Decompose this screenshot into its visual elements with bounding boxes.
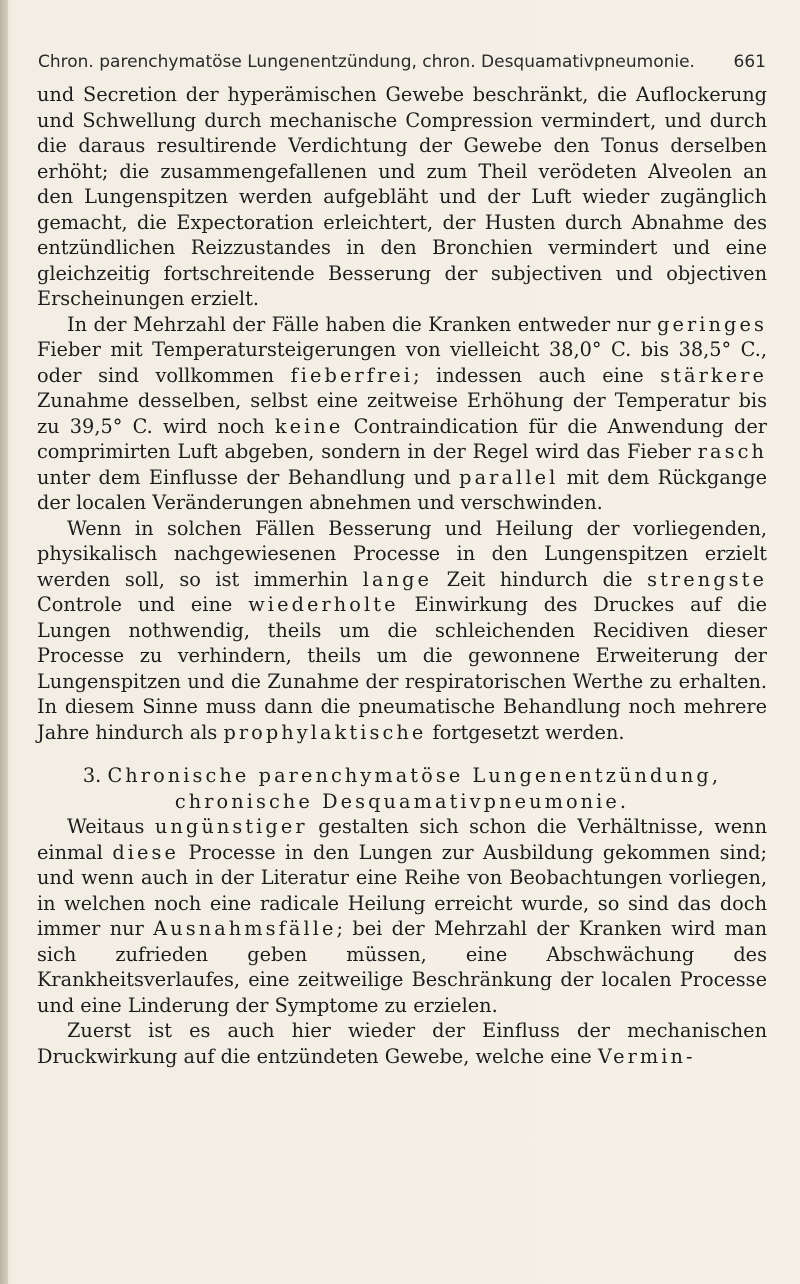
text-run: fortgesetzt werden. (432, 720, 625, 744)
text-run: Zeit hindurch die (446, 567, 633, 591)
spaced-emphasis: prophylaktische (223, 720, 427, 744)
spaced-emphasis: diese (112, 840, 180, 864)
text-run: Einwirkung des Druckes auf die Lungen nothwendig, theils um die schleichenden Recidiven dieser Processe zu verhindern, theils um die gewonnene Erweiterung der Lungenspitzen und die Zunahme der respiratorischen Werthe zu erhalten. In diesem Sinne muss dann die pneumatische Behandlung noch mehrere Jahre hindurch als (37, 593, 767, 744)
spaced-emphasis: parallel (459, 465, 559, 489)
text-run: Contraindication für die Anwendung der comprimirten Luft abgeben, sondern in der Regel wird das Fieber (37, 414, 767, 463)
text-run: mit dem Rückgange der localen Veränderungen abnehmen und verschwinden. (37, 465, 768, 514)
paragraph-1 (37, 82, 767, 312)
spaced-emphasis: geringes (657, 312, 767, 336)
paragraph-4 (37, 814, 767, 1018)
text-run: Processe in den Lungen zur Ausbildung gekommen sind; und wenn auch in der Literatur eine Reihe von Beobachtungen vorliegen, in welchen noch eine radicale Heilung erreicht wurde, so sind das doch immer nur (37, 840, 767, 940)
body-text (37, 82, 767, 1069)
section-number: 3. (82, 764, 102, 787)
text-run: ; bei der Mehrzahl der Kranken wird man sich zufrieden geben müssen, eine Abschwächung des Krankheitsverlaufes, eine zeitweilige Beschränkung der localen Processe und eine Linderung der Symptome zu erzielen. (37, 917, 767, 1017)
text-run: Zunahme desselben, selbst eine zeitweise Erhöhung der Temperatur bis zu 39,5° C. wird noch (37, 389, 767, 438)
text-run: In der Mehrzahl der Fälle haben die Kranken entweder nur (67, 312, 651, 336)
spaced-emphasis: wiederholte (248, 593, 399, 616)
section-heading (37, 763, 767, 814)
text-run: Fieber mit Temperatursteigerungen von vielleicht 38,0° C. bis 38,5° C., oder sind vollkommen (37, 338, 767, 387)
section-heading-line-1 (37, 763, 767, 789)
spaced-emphasis: strengste (647, 567, 767, 591)
text-run: ; indessen auch eine (413, 363, 644, 387)
spaced-emphasis: Vermin- (597, 1044, 696, 1068)
paragraph-3 (37, 516, 767, 746)
text-run: Zuerst ist es auch hier wieder der Einfluss der mechanischen Druckwirkung auf die entzündeten Gewebe, welche eine (37, 1019, 767, 1068)
text-run: Weitaus (67, 815, 145, 838)
spaced-emphasis: lange (362, 567, 433, 591)
paragraph-5 (37, 1018, 767, 1069)
section-title-line-2: chronische Desquamativpneumonie. (174, 789, 630, 813)
paragraph-1-text: und Secretion der hyperämischen Gewebe beschränkt, die Auflockerung und Schwellung durch mechanische Compression vermindert, und durch die daraus resultirende Verdichtung der Gewebe den Tonus derselben erhöht; die zusammengefallenen und zum Theil verödeten Alveolen an den Lungenspitzen werden aufgebläht und der Luft wieder zugänglich gemacht, die Expectoration erleichtert, der Husten durch Abnahme des entzündlichen Reizzustandes in den Bronchien vermindert und eine gleichzeitig fortschreitende Besserung der subjectiven und objectiven Erscheinungen erzielt. (37, 83, 767, 310)
paragraph-2 (37, 312, 767, 516)
section-title-line-1: Chronische parenchymatöse Lungenentzündung, (107, 764, 722, 787)
page-number: 661 (733, 52, 766, 72)
spaced-emphasis: rasch (697, 440, 767, 463)
spaced-emphasis: ungünstiger (154, 815, 308, 838)
text-run: Wenn in solchen Fällen Besserung und Heilung der vorliegenden, physikalisch nachgewiesenen Processe in den Lungenspitzen erzielt werden soll, so ist immerhin (37, 516, 767, 591)
running-header (38, 52, 766, 72)
spaced-emphasis: keine (274, 414, 344, 438)
running-title: Chron. parenchymatöse Lungenentzündung, chron. Desquamativpneumonie. (38, 52, 695, 72)
book-spine-shadow (0, 0, 8, 1284)
text-run: unter dem Einflusse der Behandlung und (37, 465, 451, 489)
spaced-emphasis: stärkere (660, 363, 767, 387)
spaced-emphasis: fieberfrei (290, 363, 414, 387)
text-run: gestalten sich schon die Verhältnisse, wenn einmal (37, 815, 767, 864)
spaced-emphasis: Ausnahmsfälle (153, 917, 337, 940)
text-run: Controle und eine (37, 593, 233, 616)
